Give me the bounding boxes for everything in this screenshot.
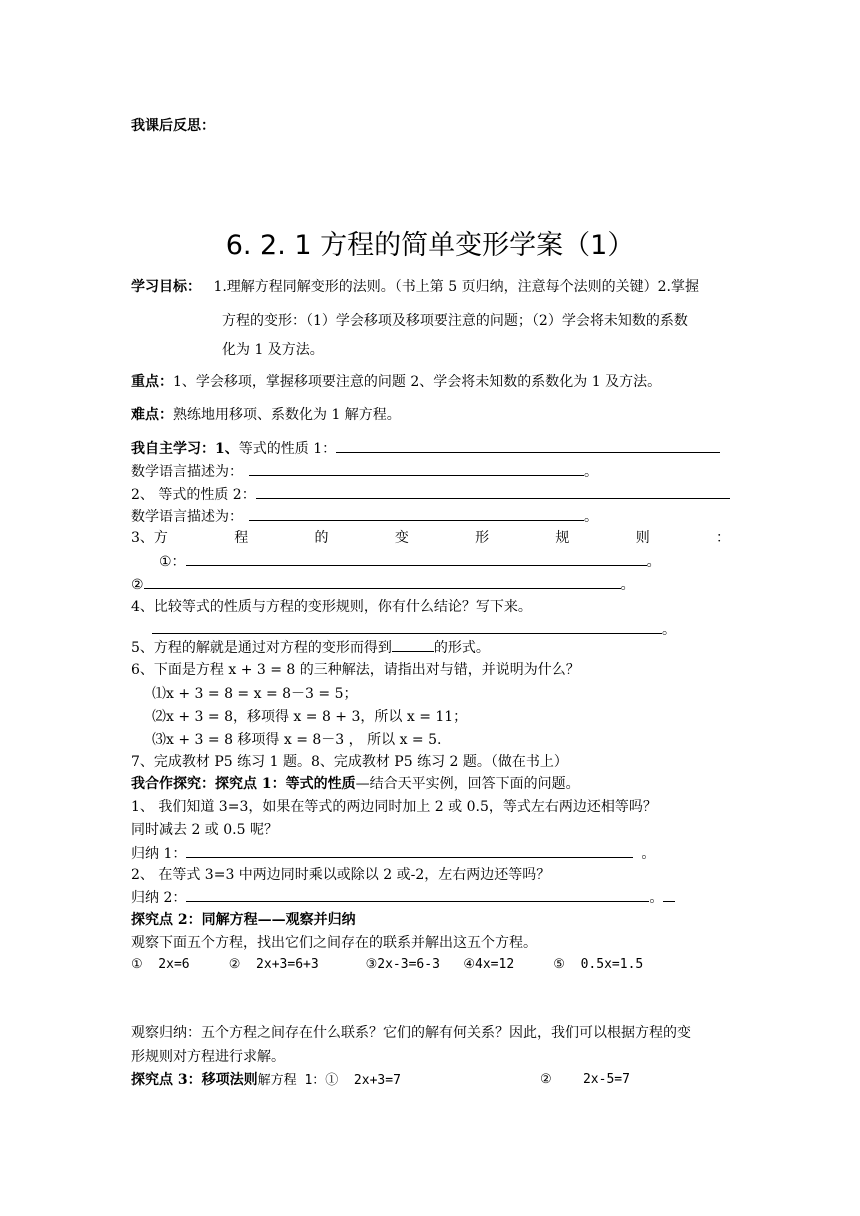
end-mark: 。 [584, 464, 598, 480]
coop-label: 我合作探究：探究点 1：等式的性质 [131, 776, 356, 792]
item3-char: ： [716, 530, 730, 546]
key-points-label: 重点： [131, 374, 173, 390]
difficulty [131, 405, 401, 425]
point-3-eq-2: ② 2x-5=7 [540, 1072, 630, 1087]
math-desc-1 [131, 461, 598, 482]
item3-char: 3、方 [131, 530, 168, 546]
blank-line [249, 506, 584, 521]
induce-2 [131, 887, 675, 908]
item3-sub1-label: ①： [159, 554, 186, 570]
blank-line [392, 637, 434, 652]
end-mark: 。 [620, 577, 635, 593]
observe-line-1: 观察归纳：五个方程之间存在什么联系？它们的解有何关系？因此，我们可以根据方程的变 [131, 1025, 691, 1041]
item6-solution-c: ⑶x + 3 = 8 移项得 x = 8－3 ， 所以 x = 5. [152, 732, 442, 748]
item3-char: 形 [475, 530, 490, 546]
reflection-label: 我课后反思： [131, 118, 215, 134]
item3-char: 程 [234, 530, 249, 546]
self-study-item-2 [131, 484, 730, 505]
goals-label: 学习目标： [131, 279, 201, 295]
point-3-eq-1: 解方程 1：① 2x+3=7 [257, 1073, 401, 1088]
page-title: 6. 2. 1 方程的简单变形学案（1） [225, 230, 635, 261]
self-study-item-1 [131, 438, 720, 459]
item5-post: 的形式。 [433, 640, 490, 656]
blank-line [186, 551, 647, 566]
item3-char: 的 [314, 530, 329, 546]
induce-1-label: 归纳 1： [131, 846, 187, 862]
goals-line-3: 化为 1 及方法。 [222, 342, 324, 358]
key-points-text: 1、学会移项，掌握移项要注意的问题 2、学会将未知数的系数化为 1 及方法。 [173, 374, 662, 390]
difficulty-label: 难点： [131, 407, 173, 423]
item6-solution-b: ⑵x + 3 = 8，移项得 x = 8 + 3，所以 x = 11； [152, 709, 468, 725]
math-desc-label: 数学语言描述为： [131, 464, 243, 480]
self-study-item-4: 4、比较等式的性质与方程的变形规则，你有什么结论？写下来。 [131, 599, 532, 615]
induce-1 [131, 843, 655, 864]
key-points [131, 372, 661, 392]
item3-sub-1 [159, 551, 661, 572]
blank-line [144, 574, 621, 589]
self-study-item-6: 6、下面是方程 x + 3 = 8 的三种解法，请指出对与错，并说明为什么？ [131, 662, 580, 678]
blank-line [186, 887, 649, 902]
difficulty-text: 熟练地用移项、系数化为 1 解方程。 [173, 407, 401, 423]
observe-line-2: 形规则对方程进行求解。 [131, 1049, 285, 1065]
goals-text-1: 1.理解方程同解变形的法则。（书上第 5 页归纳，注意每个法则的关键）2.掌握 [213, 279, 699, 295]
coop-question-1: 1、 我们知道 3=3，如果在等式的两边同时加上 2 或 0.5，等式左右两边还相等吗？ [131, 799, 657, 815]
coop-label-rest: —结合天平实例，回答下面的问题。 [355, 776, 580, 792]
item3-char: 变 [394, 530, 409, 546]
induce-2-label: 归纳 2： [131, 890, 187, 906]
item1-text: 等式的性质 1： [238, 441, 337, 457]
item3-spread-line [131, 528, 730, 548]
blank-line [256, 484, 730, 499]
item5-pre: 5、方程的解就是通过对方程的变形而得到 [131, 640, 392, 656]
end-mark: 。 [646, 554, 661, 570]
point-3-line [131, 1070, 401, 1091]
blank-line [663, 887, 675, 902]
math-desc-2 [131, 506, 598, 527]
item2-text: 2、 等式的性质 2： [131, 487, 256, 503]
point-2-heading: 探究点 2：同解方程——观察并归纳 [131, 912, 356, 928]
point-2-instruction: 观察下面五个方程，找出它们之间存在的联系并解出这五个方程。 [131, 935, 537, 951]
point-2-equations: ① 2x=6 ② 2x+3=6+3 ③2x-3=6-3 ④4x=12 ⑤ 0.5x=1.5 [131, 957, 644, 972]
item3-sub-2 [131, 574, 635, 595]
end-mark: 。 [641, 846, 656, 862]
goals-line-2: 方程的变形：（1）学会移项及移项要注意的问题；（2）学会将未知数的系数 [222, 313, 688, 329]
end-mark: 。 [662, 622, 676, 638]
coop-heading [131, 774, 580, 794]
end-mark: 。 [584, 509, 598, 525]
self-study-label: 我自主学习： [131, 441, 215, 457]
goals-line-1 [131, 277, 699, 297]
blank-line [186, 843, 633, 858]
coop-question-2: 2、 在等式 3=3 中两边同时乘以或除以 2 或-2，左右两边还等吗？ [131, 867, 551, 883]
math-desc-label: 数学语言描述为： [131, 509, 243, 525]
item3-char: 规 [555, 530, 570, 546]
self-study-item-5 [131, 637, 490, 658]
self-study-item-7: 7、完成教材 P5 练习 1 题。8、完成教材 P5 练习 2 题。（做在书上） [131, 754, 568, 770]
end-mark: 。 [649, 890, 664, 906]
blank-line [336, 438, 720, 453]
item1-number: 1、 [215, 441, 239, 457]
blank-line [249, 461, 584, 476]
point-3-label: 探究点 3：移项法则 [131, 1072, 258, 1088]
item3-sub2-label: ② [131, 577, 144, 593]
item3-char: 则 [635, 530, 650, 546]
blank-line [152, 619, 662, 634]
coop-question-1-cont: 同时减去 2 或 0.5 呢？ [131, 822, 278, 838]
item6-solution-a: ⑴x + 3 = 8 = x = 8－3 = 5； [152, 686, 358, 702]
